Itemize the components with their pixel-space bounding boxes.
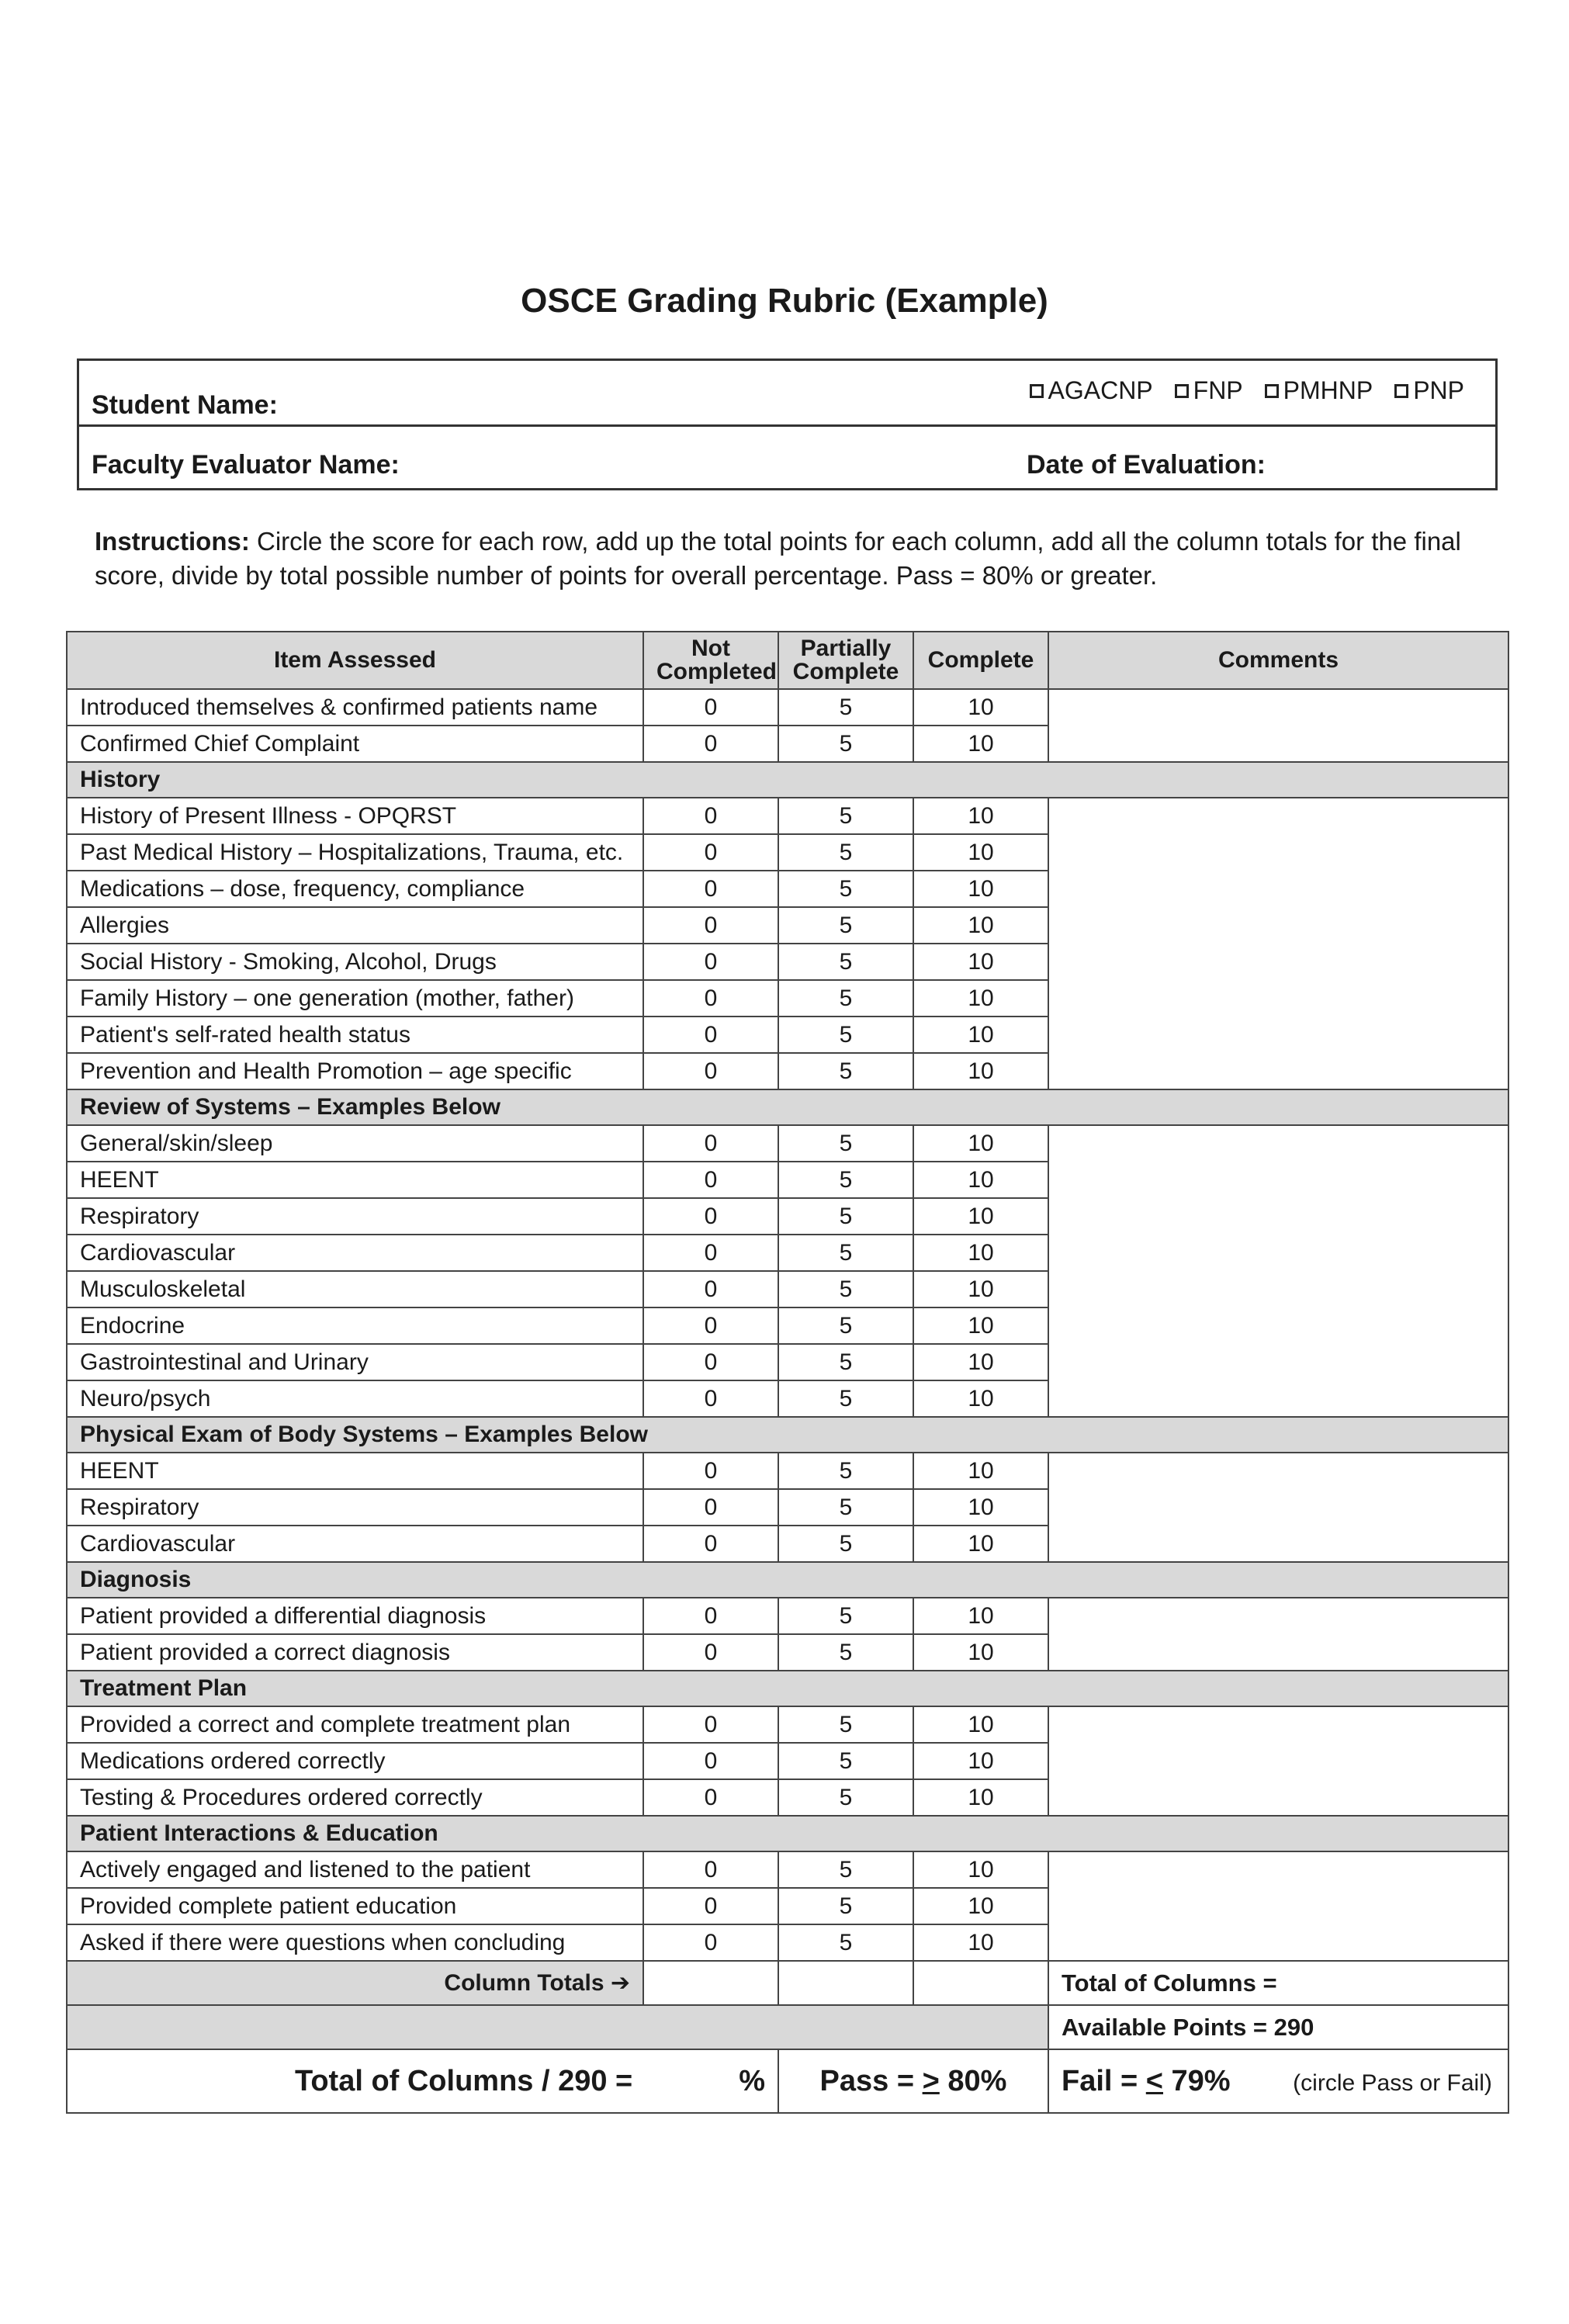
not-completed-score[interactable]: 0	[643, 1017, 778, 1053]
table-row	[67, 1851, 1508, 1888]
partially-complete-score[interactable]: 5	[778, 689, 913, 726]
header-complete: Complete	[913, 632, 1048, 689]
table-row	[67, 1453, 1508, 1489]
complete-score[interactable]: 10	[913, 1489, 1048, 1526]
not-completed-score[interactable]: 0	[643, 834, 778, 871]
not-completed-score[interactable]: 0	[643, 1706, 778, 1743]
complete-score[interactable]: 10	[913, 1125, 1048, 1162]
item-cell: Medications – dose, frequency, compliance	[67, 871, 643, 907]
section-header-row	[67, 1417, 1508, 1453]
partially-complete-score[interactable]: 5	[778, 1489, 913, 1526]
comments-cell[interactable]	[1048, 689, 1508, 762]
section-title: History	[67, 762, 1508, 798]
partially-complete-score[interactable]: 5	[778, 1706, 913, 1743]
complete-score[interactable]: 10	[913, 1598, 1048, 1634]
student-info-box	[77, 358, 1498, 490]
complete-score[interactable]: 10	[913, 1380, 1048, 1417]
not-completed-score[interactable]: 0	[643, 871, 778, 907]
item-cell: Confirmed Chief Complaint	[67, 726, 643, 762]
partially-complete-score[interactable]: 5	[778, 1125, 913, 1162]
student-row	[79, 361, 1495, 427]
item-cell: Patient's self-rated health status	[67, 1017, 643, 1053]
partially-complete-score[interactable]: 5	[778, 1888, 913, 1924]
complete-score[interactable]: 10	[913, 871, 1048, 907]
section-title: Physical Exam of Body Systems – Examples Below	[67, 1417, 1508, 1453]
item-cell: Cardiovascular	[67, 1235, 643, 1271]
section-title: Diagnosis	[67, 1562, 1508, 1598]
complete-score[interactable]: 10	[913, 1198, 1048, 1235]
item-cell: Introduced themselves & confirmed patients name	[67, 689, 643, 726]
partially-complete-score[interactable]: 5	[778, 980, 913, 1017]
page-title: OSCE Grading Rubric (Example)	[521, 282, 1048, 320]
not-completed-score[interactable]: 0	[643, 1125, 778, 1162]
checkbox-icon[interactable]	[1265, 384, 1279, 398]
program-option[interactable]	[1394, 376, 1464, 405]
partially-complete-score[interactable]: 5	[778, 726, 913, 762]
available-points-cell: Available Points = 290	[1048, 2005, 1508, 2049]
section-title: Review of Systems – Examples Below	[67, 1089, 1508, 1125]
faculty-row	[79, 427, 1495, 493]
column-totals-label	[67, 1961, 643, 2005]
program-label: AGACNP	[1048, 376, 1153, 404]
not-completed-score[interactable]: 0	[643, 944, 778, 980]
complete-score[interactable]: 10	[913, 1344, 1048, 1380]
gray-spacer	[67, 2005, 1048, 2049]
complete-score[interactable]: 10	[913, 689, 1048, 726]
partially-complete-score[interactable]: 5	[778, 834, 913, 871]
complete-score[interactable]: 10	[913, 1851, 1048, 1888]
complete-score[interactable]: 10	[913, 980, 1048, 1017]
section-header-row	[67, 1089, 1508, 1125]
instructions-text: Circle the score for each row, add up the total points for each column, add all the column totals for the final score, divide by total possible number of points for overall percentage. Pass = 80% or greater.	[95, 527, 1461, 590]
program-label: FNP	[1193, 376, 1243, 404]
item-cell: Neuro/psych	[67, 1380, 643, 1417]
item-cell: Musculoskeletal	[67, 1271, 643, 1307]
complete-score[interactable]: 10	[913, 1924, 1048, 1961]
partially-complete-score[interactable]: 5	[778, 1453, 913, 1489]
comments-cell[interactable]	[1048, 1125, 1508, 1417]
rubric-body	[67, 689, 1508, 1961]
section-header-row	[67, 1671, 1508, 1706]
not-completed-score[interactable]: 0	[643, 1634, 778, 1671]
not-completed-score[interactable]: 0	[643, 1489, 778, 1526]
not-completed-score[interactable]: 0	[643, 980, 778, 1017]
program-checkboxes	[1030, 376, 1465, 405]
pass-cell[interactable]	[778, 2049, 1048, 2113]
column-totals-text: Column Totals	[444, 1970, 604, 1996]
item-cell: Prevention and Health Promotion – age specific	[67, 1053, 643, 1089]
not-completed-total-cell[interactable]	[643, 1961, 778, 2005]
item-cell: Gastrointestinal and Urinary	[67, 1344, 643, 1380]
fail-value: 79%	[1162, 2064, 1231, 2097]
comments-cell[interactable]	[1048, 1453, 1508, 1562]
not-completed-score[interactable]: 0	[643, 1344, 778, 1380]
item-cell: Family History – one generation (mother, father)	[67, 980, 643, 1017]
comments-cell[interactable]	[1048, 1706, 1508, 1816]
program-option[interactable]	[1265, 376, 1373, 405]
complete-score[interactable]: 10	[913, 1634, 1048, 1671]
table-row	[67, 1125, 1508, 1162]
complete-score[interactable]: 10	[913, 1526, 1048, 1562]
partially-complete-score[interactable]: 5	[778, 1380, 913, 1417]
partially-complete-score[interactable]: 5	[778, 1017, 913, 1053]
date-of-evaluation-label: Date of Evaluation:	[1027, 450, 1266, 480]
fail-prefix: Fail =	[1062, 2064, 1146, 2097]
not-completed-score[interactable]: 0	[643, 1053, 778, 1089]
student-name-label: Student Name:	[92, 390, 278, 420]
item-cell: Endocrine	[67, 1307, 643, 1344]
section-header-row	[67, 762, 1508, 798]
table-row	[67, 1598, 1508, 1634]
arrow-right-icon: ➔	[610, 1970, 630, 1996]
item-cell: Respiratory	[67, 1198, 643, 1235]
column-totals-row	[67, 1961, 1508, 2005]
partially-complete-score[interactable]: 5	[778, 1235, 913, 1271]
item-cell: HEENT	[67, 1453, 643, 1489]
table-row	[67, 689, 1508, 726]
complete-score[interactable]: 10	[913, 1235, 1048, 1271]
instructions	[95, 525, 1476, 593]
faculty-evaluator-label: Faculty Evaluator Name:	[92, 450, 400, 480]
total-over-290-label: Total of Columns / 290 =	[294, 2064, 633, 2097]
complete-score[interactable]: 10	[913, 1779, 1048, 1816]
partially-complete-score[interactable]: 5	[778, 1924, 913, 1961]
item-cell: Respiratory	[67, 1489, 643, 1526]
complete-score[interactable]: 10	[913, 1743, 1048, 1779]
circle-note: (circle Pass or Fail)	[1293, 2069, 1492, 2096]
item-cell: Cardiovascular	[67, 1526, 643, 1562]
item-cell: Past Medical History – Hospitalizations, Trauma, etc.	[67, 834, 643, 871]
table-header-row	[67, 632, 1508, 689]
partially-complete-score[interactable]: 5	[778, 944, 913, 980]
not-completed-score[interactable]: 0	[643, 1924, 778, 1961]
complete-score[interactable]: 10	[913, 1307, 1048, 1344]
item-cell: History of Present Illness - OPQRST	[67, 798, 643, 834]
not-completed-score[interactable]: 0	[643, 1380, 778, 1417]
comments-cell[interactable]	[1048, 1851, 1508, 1961]
complete-score[interactable]: 10	[913, 834, 1048, 871]
partially-complete-score[interactable]: 5	[778, 1779, 913, 1816]
partially-complete-score[interactable]: 5	[778, 1162, 913, 1198]
complete-total-cell[interactable]	[913, 1961, 1048, 2005]
item-cell: Allergies	[67, 907, 643, 944]
final-score-row	[67, 2049, 1508, 2113]
instructions-label: Instructions:	[95, 527, 250, 556]
section-title: Patient Interactions & Education	[67, 1816, 1508, 1851]
complete-score[interactable]: 10	[913, 1162, 1048, 1198]
partially-complete-score[interactable]: 5	[778, 798, 913, 834]
percent-sign: %	[739, 2064, 765, 2097]
section-header-row	[67, 1816, 1508, 1851]
partially-complete-score[interactable]: 5	[778, 1743, 913, 1779]
not-completed-score[interactable]: 0	[643, 726, 778, 762]
header-partially-complete: Partially Complete	[778, 632, 913, 689]
item-cell: HEENT	[67, 1162, 643, 1198]
not-completed-score[interactable]: 0	[643, 1235, 778, 1271]
partially-complete-score[interactable]: 5	[778, 1526, 913, 1562]
section-title: Treatment Plan	[67, 1671, 1508, 1706]
complete-score[interactable]: 10	[913, 1888, 1048, 1924]
fail-cell[interactable]	[1048, 2049, 1508, 2113]
rubric-table	[66, 631, 1509, 2114]
checkbox-icon[interactable]	[1175, 384, 1189, 398]
checkbox-icon[interactable]	[1394, 384, 1408, 398]
not-completed-score[interactable]: 0	[643, 907, 778, 944]
not-completed-score[interactable]: 0	[643, 1526, 778, 1562]
comments-cell[interactable]	[1048, 1598, 1508, 1671]
item-cell: Asked if there were questions when concluding	[67, 1924, 643, 1961]
total-of-columns-cell[interactable]: Total of Columns =	[1048, 1961, 1508, 2005]
not-completed-score[interactable]: 0	[643, 798, 778, 834]
partially-complete-score[interactable]: 5	[778, 1634, 913, 1671]
pass-prefix: Pass =	[819, 2064, 923, 2097]
partially-complete-score[interactable]: 5	[778, 1198, 913, 1235]
program-label: PNP	[1413, 376, 1464, 404]
item-cell: Actively engaged and listened to the patient	[67, 1851, 643, 1888]
partially-complete-score[interactable]: 5	[778, 1598, 913, 1634]
item-cell: Medications ordered correctly	[67, 1743, 643, 1779]
partially-complete-score[interactable]: 5	[778, 1271, 913, 1307]
not-completed-score[interactable]: 0	[643, 1198, 778, 1235]
not-completed-score[interactable]: 0	[643, 1271, 778, 1307]
partially-complete-score[interactable]: 5	[778, 1053, 913, 1089]
not-completed-score[interactable]: 0	[643, 1779, 778, 1816]
partially-complete-score[interactable]: 5	[778, 1344, 913, 1380]
complete-score[interactable]: 10	[913, 1053, 1048, 1089]
complete-score[interactable]: 10	[913, 1706, 1048, 1743]
greater-equal-symbol: >	[922, 2064, 940, 2097]
complete-score[interactable]: 10	[913, 726, 1048, 762]
partially-total-cell[interactable]	[778, 1961, 913, 2005]
pass-value: 80%	[939, 2064, 1007, 2097]
available-points-row	[67, 2005, 1508, 2049]
complete-score[interactable]: 10	[913, 944, 1048, 980]
partially-complete-score[interactable]: 5	[778, 1307, 913, 1344]
not-completed-score[interactable]: 0	[643, 1598, 778, 1634]
comments-cell[interactable]	[1048, 798, 1508, 1089]
partially-complete-score[interactable]: 5	[778, 907, 913, 944]
item-cell: Testing & Procedures ordered correctly	[67, 1779, 643, 1816]
not-completed-score[interactable]: 0	[643, 1743, 778, 1779]
partially-complete-score[interactable]: 5	[778, 1851, 913, 1888]
item-cell: Provided a correct and complete treatment plan	[67, 1706, 643, 1743]
less-equal-symbol: <	[1145, 2064, 1163, 2097]
partially-complete-score[interactable]: 5	[778, 871, 913, 907]
item-cell: General/skin/sleep	[67, 1125, 643, 1162]
item-cell: Provided complete patient education	[67, 1888, 643, 1924]
not-completed-score[interactable]: 0	[643, 1888, 778, 1924]
item-cell: Patient provided a differential diagnosis	[67, 1598, 643, 1634]
section-header-row	[67, 1562, 1508, 1598]
not-completed-score[interactable]: 0	[643, 1307, 778, 1344]
item-cell: Patient provided a correct diagnosis	[67, 1634, 643, 1671]
not-completed-score[interactable]: 0	[643, 1453, 778, 1489]
program-option[interactable]	[1030, 376, 1153, 405]
not-completed-score[interactable]: 0	[643, 1851, 778, 1888]
header-item-assessed: Item Assessed	[67, 632, 643, 689]
table-row	[67, 798, 1508, 834]
header-not-completed: Not Completed	[643, 632, 778, 689]
final-score-cell[interactable]	[67, 2049, 778, 2113]
complete-score[interactable]: 10	[913, 1017, 1048, 1053]
program-option[interactable]	[1175, 376, 1243, 405]
not-completed-score[interactable]: 0	[643, 689, 778, 726]
checkbox-icon[interactable]	[1030, 384, 1044, 398]
item-cell: Social History - Smoking, Alcohol, Drugs	[67, 944, 643, 980]
complete-score[interactable]: 10	[913, 1453, 1048, 1489]
program-label: PMHNP	[1283, 376, 1373, 404]
header-comments: Comments	[1048, 632, 1508, 689]
table-row	[67, 1706, 1508, 1743]
complete-score[interactable]: 10	[913, 798, 1048, 834]
not-completed-score[interactable]: 0	[643, 1162, 778, 1198]
complete-score[interactable]: 10	[913, 1271, 1048, 1307]
complete-score[interactable]: 10	[913, 907, 1048, 944]
